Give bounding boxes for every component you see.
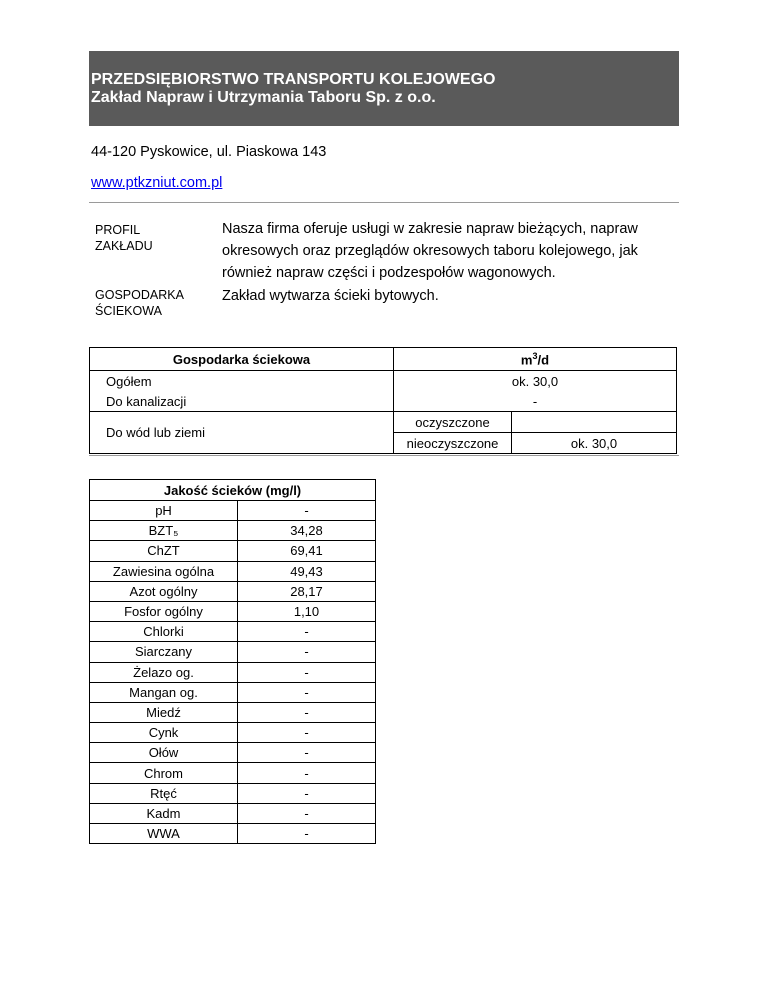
- parameter-name: Ołów: [90, 743, 238, 763]
- table-row: [90, 501, 376, 521]
- profile-label: [95, 222, 153, 254]
- table-row: [90, 521, 376, 541]
- quality-header: Jakość ścieków (mg/l): [90, 480, 376, 501]
- parameter-value: -: [238, 763, 376, 783]
- parameter-value: 28,17: [238, 581, 376, 601]
- water-label: Do wód lub ziemi: [90, 412, 394, 454]
- untreated-value: ok. 30,0: [512, 433, 677, 454]
- parameter-value: 1,10: [238, 601, 376, 621]
- divider-top: [89, 202, 679, 203]
- parameter-value: 34,28: [238, 521, 376, 541]
- parameter-value: -: [238, 622, 376, 642]
- treated-value: [512, 412, 677, 433]
- table-row: [90, 702, 376, 722]
- parameter-name: Azot ogólny: [90, 581, 238, 601]
- table-row: [90, 541, 376, 561]
- table-row: [90, 783, 376, 803]
- unit-superscript: 3: [532, 350, 538, 361]
- parameter-value: -: [238, 501, 376, 521]
- table-row: [90, 561, 376, 581]
- parameter-name: BZT₅: [90, 521, 238, 541]
- unit-base: m: [520, 352, 533, 368]
- table-row: [90, 803, 376, 823]
- table-row: [90, 642, 376, 662]
- table-row: [90, 581, 376, 601]
- table-row: [90, 824, 376, 844]
- table-row: [90, 412, 677, 433]
- profile-label-line1: PROFIL: [95, 223, 141, 237]
- parameter-name: Chlorki: [90, 622, 238, 642]
- parameter-name: Zawiesina ogólna: [90, 561, 238, 581]
- wastewater-label-line1: GOSPODARKA: [95, 288, 184, 302]
- parameter-name: ChZT: [90, 541, 238, 561]
- parameter-name: Siarczany: [90, 642, 238, 662]
- wastewater-quality-table: [89, 479, 376, 844]
- table-row: [90, 622, 376, 642]
- table-row: [90, 763, 376, 783]
- divider-bottom: [89, 455, 679, 456]
- company-address: 44-120 Pyskowice, ul. Piaskowa 143: [91, 144, 327, 160]
- total-value: ok. 30,0: [394, 371, 677, 392]
- parameter-name: Miedź: [90, 702, 238, 722]
- table-row: [90, 601, 376, 621]
- parameter-name: Żelazo og.: [90, 662, 238, 682]
- company-banner: [89, 51, 679, 126]
- parameter-name: pH: [90, 501, 238, 521]
- unit-tail: /d: [537, 352, 550, 368]
- company-name: PRZEDSIĘBIORSTWO TRANSPORTU KOLEJOWEGO: [91, 71, 496, 88]
- table-row: [90, 662, 376, 682]
- parameter-value: -: [238, 682, 376, 702]
- table-header-row: [90, 480, 376, 501]
- table-row: [90, 743, 376, 763]
- parameter-name: Rtęć: [90, 783, 238, 803]
- company-subtitle: Zakład Napraw i Utrzymania Taboru Sp. z o.o.: [91, 89, 436, 106]
- parameter-value: -: [238, 702, 376, 722]
- sewer-label: Do kanalizacji: [90, 391, 394, 412]
- parameter-value: 49,43: [238, 561, 376, 581]
- wastewater-description: Zakład wytwarza ścieki bytowych.: [222, 288, 439, 304]
- parameter-name: Chrom: [90, 763, 238, 783]
- parameter-value: -: [238, 662, 376, 682]
- profile-description: Nasza firma oferuje usługi w zakresie napraw bieżących, napraw okresowych oraz przeglądów okresowych taboru kolejowego, jak również napraw części i podzespołów wagonowych.: [222, 221, 638, 281]
- parameter-name: Cynk: [90, 723, 238, 743]
- table-header-row: [90, 348, 677, 371]
- parameter-value: -: [238, 743, 376, 763]
- management-header-unit: [394, 348, 677, 371]
- table-row: [90, 371, 677, 392]
- wastewater-label-line2: ŚCIEKOWA: [95, 304, 162, 318]
- website-link[interactable]: www.ptkzniut.com.pl: [91, 175, 223, 191]
- parameter-value: -: [238, 803, 376, 823]
- management-header-left: Gospodarka ściekowa: [90, 348, 394, 371]
- parameter-name: Kadm: [90, 803, 238, 823]
- profile-label-line2: ZAKŁADU: [95, 239, 153, 253]
- parameter-value: 69,41: [238, 541, 376, 561]
- table-row: [90, 723, 376, 743]
- parameter-value: -: [238, 723, 376, 743]
- wastewater-label: [95, 287, 184, 319]
- parameter-name: Mangan og.: [90, 682, 238, 702]
- table-row: [90, 391, 677, 412]
- parameter-value: -: [238, 783, 376, 803]
- parameter-value: -: [238, 824, 376, 844]
- sewer-value: -: [394, 391, 677, 412]
- quality-rows: [90, 501, 376, 844]
- wastewater-management-table: [89, 347, 677, 454]
- total-label: Ogółem: [90, 371, 394, 392]
- parameter-value: -: [238, 642, 376, 662]
- parameter-name: Fosfor ogólny: [90, 601, 238, 621]
- parameter-name: WWA: [90, 824, 238, 844]
- untreated-label: nieoczyszczone: [394, 433, 512, 454]
- treated-label: oczyszczone: [394, 412, 512, 433]
- table-row: [90, 682, 376, 702]
